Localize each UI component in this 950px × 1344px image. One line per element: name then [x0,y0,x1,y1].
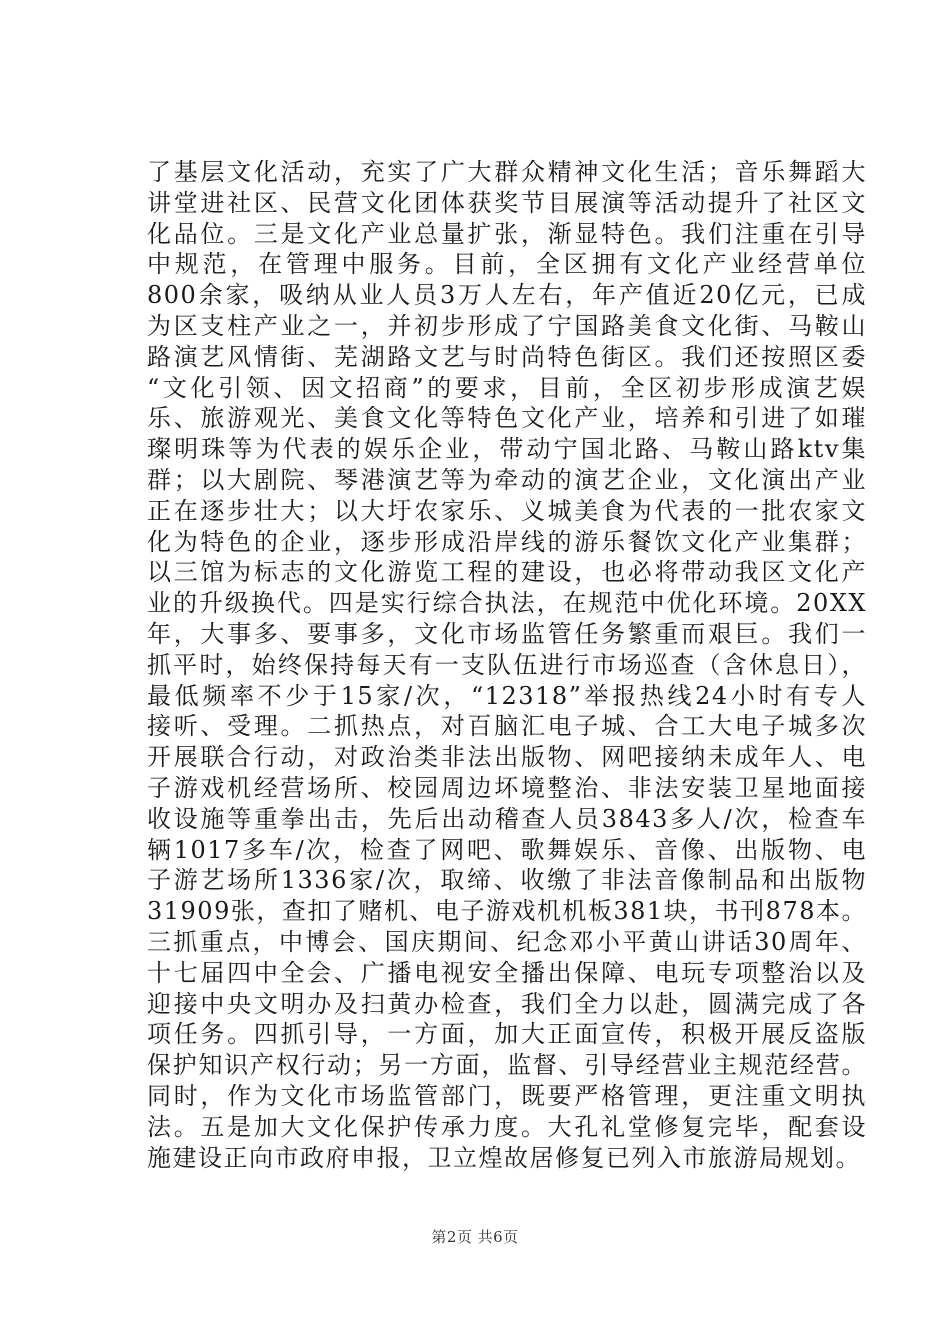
text-line: 子游戏机经营场所、校园周边坏境整治、非法安装卫星地面接 [147,773,867,802]
text-line: “文化引领、因文招商”的要求，目前，全区初步形成演艺娱 [147,373,867,402]
text-line: 同时，作为文化市场监管部门，既要严格管理，更注重文明执 [147,1081,867,1110]
text-line: 为区支柱产业之一，并初步形成了宁国路美食文化街、马鞍山 [147,311,867,340]
text-line: 接听、受理。二抓热点，对百脑汇电子城、合工大电子城多次 [147,712,867,741]
text-line: 群；以大剧院、琴港演艺等为牵动的演艺企业，文化演出产业 [147,465,867,494]
text-line: 正在逐步壮大；以大圩农家乐、义城美食为代表的一批农家文 [147,496,867,525]
text-line: 子游艺场所1336家/次，取缔、收缴了非法音像制品和出版物 [147,866,867,895]
text-line: 收设施等重拳出击，先后出动稽查人员3843多人/次，检查车 [147,804,867,833]
text-line: 了基层文化活动，充实了广大群众精神文化生活；音乐舞蹈大 [147,158,867,186]
text-line: 讲堂进社区、民营文化团体获奖节目展演等活动提升了社区文 [147,188,867,217]
text-line: 璨明珠等为代表的娱乐企业，带动宁国北路、马鞍山路ktv集 [147,435,867,464]
text-line: 年，大事多、要事多，文化市场监管任务繁重而艰巨。我们一 [147,619,867,648]
body-paragraph [147,157,867,1173]
text-line: 迎接中央文明办及扫黄办检查，我们全力以赴，圆满完成了各 [147,989,867,1018]
text-line: 抓平时，始终保持每天有一支队伍进行市场巡查（含休息日）， [147,650,867,679]
text-line: 化为特色的企业，逐步形成沿岸线的游乐餐饮文化产业集群； [147,527,867,556]
text-line: 业的升级换代。四是实行综合执法，在规范中优化环境。20XX [147,589,867,618]
text-line: 十七届四中全会、广播电视安全播出保障、电玩专项整治以及 [147,958,867,987]
text-line: 路演艺风情街、芜湖路文艺与时尚特色街区。我们还按照区委 [147,342,867,371]
text-line: 辆1017多车/次，检查了网吧、歌舞娱乐、音像、出版物、电 [147,835,867,864]
text-line: 化品位。三是文化产业总量扩张，渐显特色。我们注重在引导 [147,219,867,248]
text-line: 保护知识产权行动；另一方面，监督、引导经营业主规范经营。 [147,1051,867,1080]
text-line: 800余家，吸纳从业人员3万人左右，年产值近20亿元，已成 [147,281,867,310]
text-line: 施建设正向市政府申报，卫立煌故居修复已列入市旅游局规划。 [147,1143,861,1172]
text-line: 项任务。四抓引导，一方面，加大正面宣传，积极开展反盗版 [147,1020,867,1049]
text-line: 三抓重点，中博会、国庆期间、纪念邓小平黄山讲话30周年、 [147,927,867,956]
text-line: 以三馆为标志的文化游览工程的建设，也必将带动我区文化产 [147,558,867,587]
text-line: 乐、旅游观光、美食文化等特色文化产业，培养和引进了如璀 [147,404,867,433]
text-line: 中规范，在管理中服务。目前，全区拥有文化产业经营单位 [147,250,867,279]
text-line: 最低频率不少于15家/次，“12318”举报热线24小时有专人 [147,681,867,710]
text-line: 开展联合行动，对政治类非法出版物、网吧接纳未成年人、电 [147,743,867,772]
text-line: 法。五是加大文化保护传承力度。大孔礼堂修复完毕，配套设 [147,1112,867,1141]
text-line: 31909张，查扣了赌机、电子游戏机机板381块，书刊878本。 [147,897,867,926]
page-number-footer: 第2页 共6页 [431,1228,519,1246]
